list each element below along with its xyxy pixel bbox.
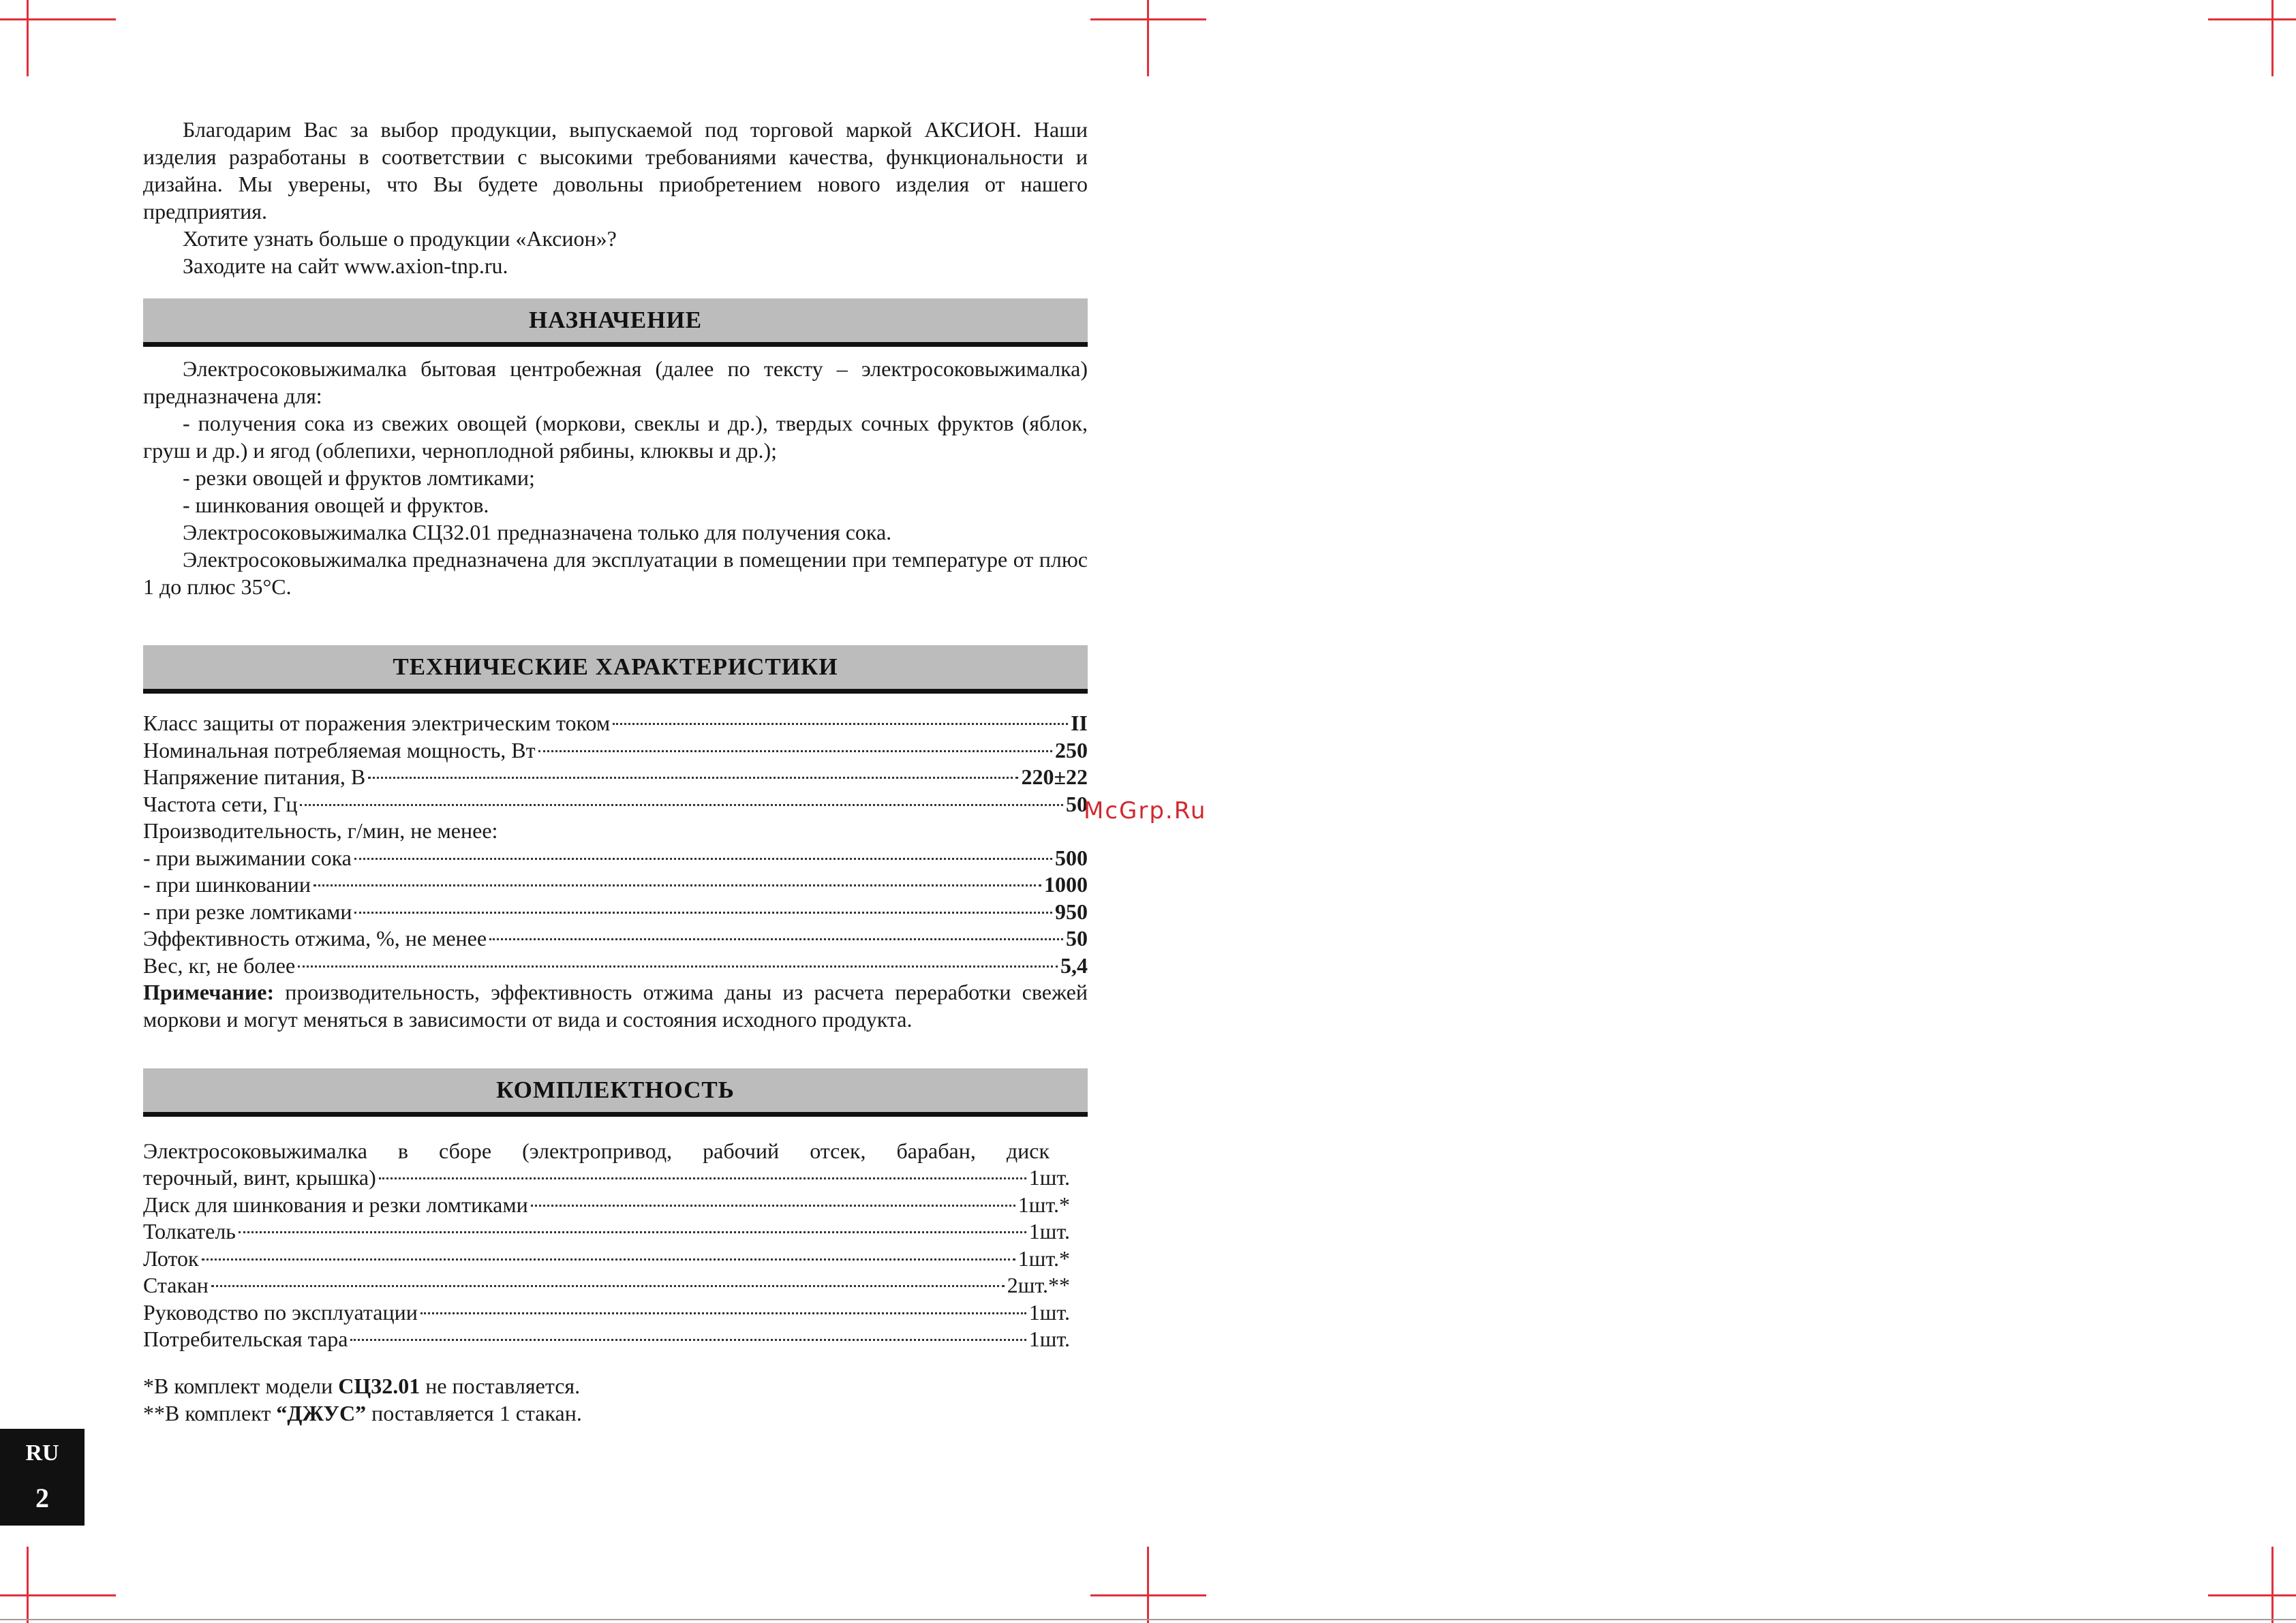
- row-value: 1шт.: [1028, 1327, 1070, 1351]
- spec-row: [143, 710, 1088, 737]
- footnote-text: **В комплект: [143, 1400, 277, 1425]
- spec-row: [143, 818, 1088, 845]
- row-label: - при выжимании сока: [143, 845, 352, 870]
- row-label: Производительность, г/мин, не менее:: [143, 818, 498, 843]
- spec-row: [143, 737, 1088, 764]
- spec-row: [143, 845, 1088, 872]
- row-label: Потребительская тара: [143, 1327, 348, 1351]
- page-tab: [0, 1429, 85, 1526]
- row-label: Стакан: [143, 1273, 209, 1297]
- row-value: 1000: [1044, 872, 1088, 897]
- row-label: Эффективность отжима, %, не менее: [143, 926, 487, 950]
- footnote-1: [143, 1372, 1088, 1400]
- spec-row: [143, 764, 1088, 791]
- note-label: Примечание:: [143, 980, 275, 1004]
- spec-row: [143, 1218, 1070, 1246]
- dot-leader: [298, 965, 1058, 968]
- specs-list: [143, 710, 1088, 979]
- specs-note: [143, 979, 1088, 1033]
- row-value: 1шт.: [1028, 1165, 1070, 1190]
- row-label: Лоток: [143, 1246, 199, 1271]
- spec-row: [143, 925, 1088, 953]
- dot-leader: [489, 938, 1063, 940]
- dot-leader: [531, 1205, 1015, 1207]
- text-column: [143, 116, 1088, 1427]
- dot-leader: [368, 777, 1018, 779]
- row-label: Частота сети, Гц: [143, 791, 298, 816]
- watermark: McGrp.Ru: [1084, 797, 1207, 824]
- row-value: 950: [1055, 899, 1088, 924]
- dot-leader: [379, 1177, 1026, 1179]
- purpose-item: - шинкования овощей и фруктов.: [183, 493, 489, 517]
- purpose-model-note: Электросоковыжималка СЦ32.01 предназначена только для получения сока.: [183, 520, 892, 544]
- crop-mark: [27, 0, 29, 76]
- footnote-model: СЦ32.01: [338, 1373, 420, 1398]
- purpose-item: - резки овощей и фруктов ломтиками;: [183, 465, 535, 490]
- section-heading-purpose: НАЗНАЧЕНИЕ: [143, 298, 1088, 347]
- row-label: Класс защиты от поражения электрическим током: [143, 711, 611, 735]
- purpose-conditions: Электросоковыжималка предназначена для эксплуатации в помещении при температуре от плюс 1 до плюс 35°С.: [143, 547, 1088, 599]
- row-value: 500: [1055, 845, 1088, 870]
- section-heading-specs: ТЕХНИЧЕСКИЕ ХАРАКТЕРИСТИКИ: [143, 645, 1088, 694]
- row-value: 1шт.: [1028, 1219, 1070, 1243]
- row-label: Толкатель: [143, 1219, 236, 1243]
- row-value: II: [1071, 711, 1088, 735]
- kit-first-line: Электросоковыжималка в сборе (электропривод, рабочий отсек, барабан, диск: [143, 1139, 1050, 1163]
- intro-website: Заходите на сайт www.axion-tnp.ru.: [183, 253, 508, 278]
- dot-leader: [420, 1312, 1026, 1314]
- row-label: Вес, кг, не более: [143, 953, 296, 978]
- spec-row: [143, 1164, 1070, 1192]
- footnote-model: “ДЖУС”: [276, 1400, 367, 1425]
- row-label: Номинальная потребляемая мощность, Вт: [143, 737, 536, 762]
- crop-mark: [27, 1547, 29, 1623]
- crop-mark: [2271, 0, 2274, 76]
- dot-leader: [613, 723, 1068, 725]
- spec-row: [143, 791, 1088, 818]
- row-label: Диск для шинкования и резки ломтиками: [143, 1192, 528, 1217]
- dot-leader: [350, 1339, 1026, 1341]
- crop-mark: [1147, 0, 1149, 76]
- row-value: 50: [1066, 791, 1088, 816]
- row-value: 1шт.*: [1017, 1246, 1070, 1271]
- dot-leader: [313, 884, 1041, 886]
- row-value: 2шт.**: [1007, 1273, 1070, 1297]
- crop-mark: [2208, 1594, 2296, 1596]
- bottom-rule: [0, 1619, 2296, 1620]
- crop-mark: [0, 18, 116, 20]
- purpose-paragraph: Электросоковыжималка бытовая центробежная (далее по тексту – электросоковыжималка) предназначена для:: [143, 356, 1088, 408]
- row-value: 5,4: [1060, 953, 1088, 978]
- row-value: 250: [1055, 737, 1088, 762]
- footnote-2: [143, 1400, 1088, 1427]
- spec-row: [143, 899, 1088, 926]
- spec-row: [143, 1326, 1070, 1353]
- dot-leader: [202, 1258, 1015, 1261]
- footnote-text: поставляется 1 стакан.: [366, 1400, 582, 1425]
- spec-row: [143, 1272, 1070, 1299]
- spec-row: [143, 1192, 1070, 1219]
- crop-mark: [1147, 1547, 1149, 1623]
- footnote-text: *В комплект модели: [143, 1373, 339, 1398]
- intro-paragraph: Благодарим Вас за выбор продукции, выпускаемой под торговой маркой АКСИОН. Наши изделия разработаны в соответствии с высокими требованиями качества, функциональности и дизайна. Мы уверены, что Вы будете довольны приобретением нового изделия от нашего предприятия.: [143, 117, 1088, 223]
- row-value: 50: [1066, 926, 1088, 950]
- language-label: RU: [25, 1440, 59, 1466]
- page-number: 2: [35, 1482, 49, 1513]
- purpose-item: - получения сока из свежих овощей (моркови, свеклы и др.), твердых сочных фруктов (яблок, груш и др.) и ягод (облепихи, черноплодной рябины, клюквы и др.);: [143, 411, 1088, 463]
- crop-mark: [2271, 1547, 2274, 1623]
- row-value: 1шт.*: [1017, 1192, 1070, 1217]
- spec-row: [143, 953, 1088, 980]
- crop-mark: [0, 1594, 116, 1596]
- row-label: - при резке ломтиками: [143, 899, 352, 924]
- row-value: 1шт.: [1028, 1299, 1070, 1325]
- note-text: производительность, эффективность отжима даны из расчета переработки свежей моркови и могут меняться в зависимости от вида и состояния исходного продукта.: [143, 980, 1088, 1032]
- section-heading-kit: КОМПЛЕКТНОСТЬ: [143, 1068, 1088, 1117]
- intro-question: Хотите узнать больше о продукции «Аксион»?: [183, 226, 617, 251]
- dot-leader: [300, 804, 1063, 806]
- dot-leader: [354, 858, 1052, 860]
- dot-leader: [354, 912, 1052, 914]
- row-label: терочный, винт, крышка): [143, 1165, 376, 1190]
- spec-row: [143, 1246, 1070, 1273]
- dot-leader: [239, 1231, 1026, 1233]
- crop-mark: [2208, 18, 2296, 20]
- row-label: Руководство по эксплуатации: [143, 1299, 418, 1325]
- kit-list: [143, 1164, 1070, 1353]
- footnote-text: не поставляется.: [420, 1373, 581, 1398]
- dot-leader: [211, 1285, 1005, 1287]
- spec-row: [143, 871, 1088, 899]
- row-label: Напряжение питания, В: [143, 764, 366, 789]
- row-label: - при шинковании: [143, 872, 311, 897]
- row-value: 220±22: [1021, 764, 1088, 789]
- spec-row: [143, 1299, 1070, 1327]
- dot-leader: [538, 750, 1052, 752]
